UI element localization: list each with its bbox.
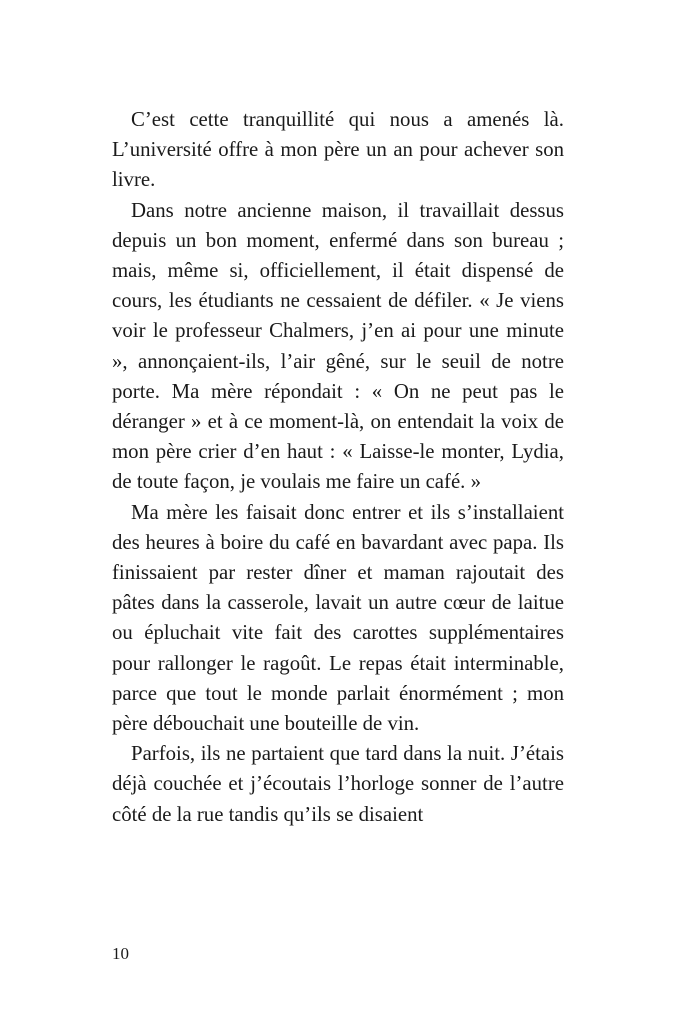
paragraph-2: Dans notre ancienne maison, il travaillait dessus depuis un bon moment, enfermé dans son bureau ; mais, même si, officiellement, il était dispensé de cours, les étudiants ne cessaient de défiler. « Je viens voir le professeur Chalmers, j’en ai pour une minute », annonçaient-ils, l’air gêné, sur le seuil de notre porte. Ma mère répondait : « On ne peut pas le déranger » et à ce moment-là, on entendait la voix de mon père crier d’en haut : « Laisse-le monter, Lydia, de toute façon, je voulais me faire un café. »: [112, 198, 564, 494]
body-text: [112, 105, 564, 830]
page-number: 10: [112, 944, 129, 963]
paragraph-3: Ma mère les faisait donc entrer et ils s’installaient des heures à boire du café en bavardant avec papa. Ils finissaient par rester dîner et maman rajoutait des pâtes dans la casserole, lavait un autre cœur de laitue ou épluchait vite fait des carottes supplémentaires pour rallonger le ragoût. Le repas était interminable, parce que tout le monde parlait énormément ; mon père débouchait une bouteille de vin.: [112, 500, 564, 736]
paragraph-1: C’est cette tranquillité qui nous a amenés là. L’université offre à mon père un an pour achever son livre.: [112, 108, 564, 192]
paragraph-4: Parfois, ils ne partaient que tard dans la nuit. J’étais déjà couchée et j’écoutais l’horloge sonner de l’autre côté de la rue tandis qu’ils se disaient: [112, 742, 564, 826]
